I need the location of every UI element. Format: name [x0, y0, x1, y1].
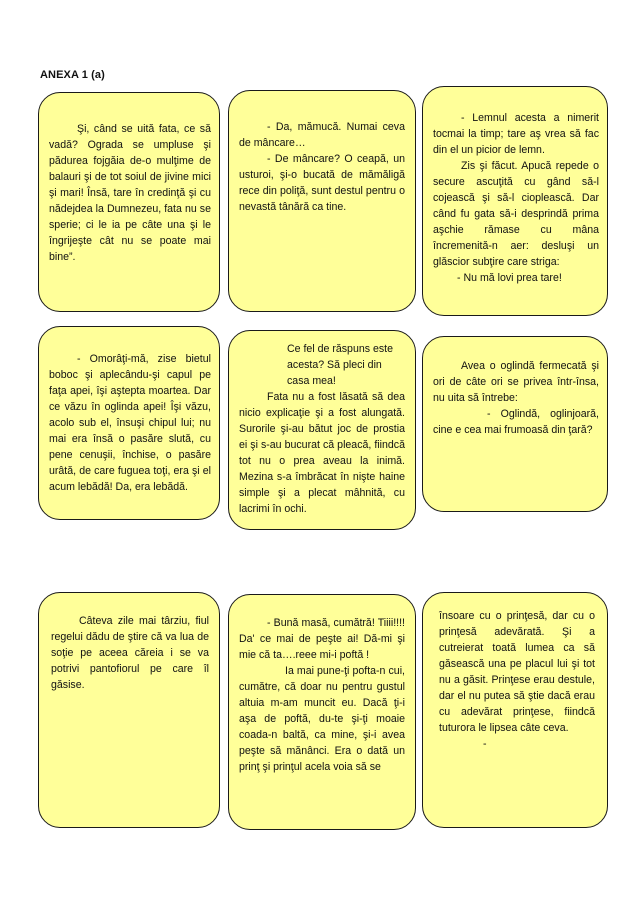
- card-paragraph: însoare cu o prinţesă, dar cu o prinţesă adevărată. Şi a cutreierat toată lumea ca să găsească una pe placul lui şi tot nu a găsit. Prinţese erau destule, dar el nu putea să ştie dacă erau cu adevărat prinţese, fiindcă tuturora le lipsea câte ceva.: [439, 610, 595, 734]
- card-paragraph: - Bună masă, cumătră! Tiiii!!!! Da' ce mai de peşte ai! Dă-mi şi mie că ta….reee mi-i poftă !: [239, 617, 405, 661]
- card-paragraph: Zis şi făcut. Apucă repede o secure ascuţită cu gând să-l cojească şi să-l cioplească. Dar când fu gata să-i desprindă prima aşchie rămase cu mâna încremenită-n aer: desluşi un glăscior subţire care striga:: [433, 160, 599, 268]
- card-paragraph: Câteva zile mai târziu, fiul regelui dădu de ştire că va lua de soţie pe aceea căreia i se va potrivi pantofiorul pe care îl găsise.: [51, 615, 209, 691]
- card-paragraph: - Omorâţi-mă, zise bietul boboc şi aplecându-şi capul pe faţa apei, îşi aştepta moartea. Dar ce văzu în oglinda apei! Îşi văzu, acolo sub el, însuşi chipul lui; nu mai era însă o pasăre slută, cu pene cenuşii, închise, o pasăre urâtă, de care fuguea toţi, era şi el acum lebădă! Da, era lebădă.: [49, 353, 211, 493]
- card-paragraph: - Oglindă, oglinjoară, cine e cea mai frumoasă din ţară?: [433, 408, 599, 436]
- card-paragraph: Fata nu a fost lăsată să dea nicio explicaţie şi a fost alungată. Surorile şi-au bătut joc de prostia ei şi s-au bucurat că pleacă, fiindcă tot nu o prea aveau la inimă. Mezina s-a îmbrăcat în nişte haine simple şi a plecat mâhnită, cu lacrimi în ochi.: [239, 391, 405, 515]
- card-paragraph: - De mâncare? O ceapă, un usturoi, şi-o bucată de mămăligă rece din poliţă, sunt destul pentru o nevastă tânără ca tine.: [239, 153, 405, 213]
- card-paragraph: - Lemnul acesta a nimerit tocmai la timp; tare aş vrea să fac din el un picior de lemn.: [433, 112, 599, 156]
- text-card-3: [422, 86, 608, 316]
- card-paragraph: Ce fel de răspuns este acesta? Să pleci din casa mea!: [287, 343, 393, 387]
- card-paragraph: - Nu mă lovi prea tare!: [457, 272, 562, 284]
- text-card-2: [228, 90, 416, 312]
- annex-heading: ANEXA 1 (a): [40, 69, 105, 81]
- text-card-4: [38, 326, 220, 520]
- card-paragraph: - Da, mămucă. Numai ceva de mâncare…: [239, 121, 405, 149]
- text-card-6: [422, 336, 608, 512]
- text-card-5: [228, 330, 416, 530]
- card-paragraph: Şi, când se uită fata, ce să vadă? Ograda se umpluse şi pădurea fojgăia de-o mulţime de balauri şi de tot soiul de jivine mici şi mari! Însă, tare în credinţă şi cu nădejdea la Dumnezeu, fata nu se sperie; ci le ia pe câte una şi le îngrijeşte cât nu se poate mai bine”.: [49, 123, 211, 263]
- card-paragraph: Ia mai pune-ţi pofta-n cui, cumătre, că doar nu pentru gustul altuia m-am muncit eu. Dacă ţi-i aşa de poftă, du-te şi-ţi moaie coada-n baltă, ca mine, şi-i avea peşte să mănânci. Era o dată un prinţ şi prinţul acela voia să se: [239, 665, 405, 773]
- text-card-9: [422, 592, 608, 828]
- card-paragraph: Avea o oglindă fermecată şi ori de câte ori se privea într-însa, nu uita să întrebe:: [433, 360, 599, 404]
- text-card-1: [38, 92, 220, 312]
- text-card-8: [228, 594, 416, 830]
- card-paragraph: -: [483, 738, 487, 750]
- text-card-7: [38, 592, 220, 828]
